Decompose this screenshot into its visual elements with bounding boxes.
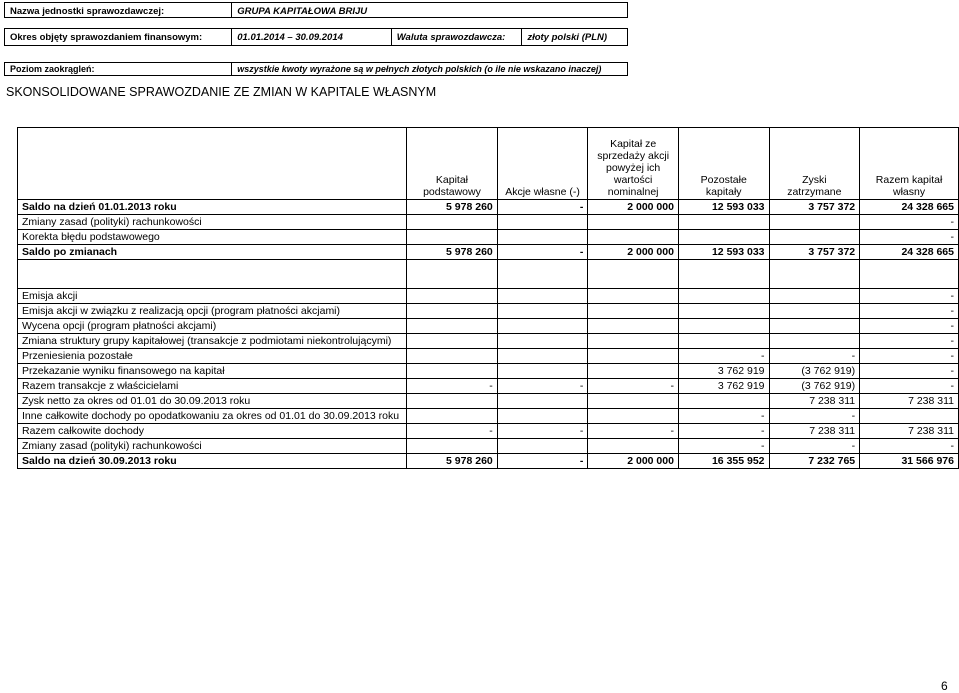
rounding-label: Poziom zaokrągleń:: [5, 63, 232, 75]
cell-value: [497, 394, 588, 409]
cell-value: [497, 409, 588, 424]
table-row: [18, 454, 959, 469]
row-label: Razem całkowite dochody: [18, 424, 407, 439]
row-label: Emisja akcji w związku z realizacją opcji (program płatności akcjami): [18, 304, 407, 319]
cell-value: -: [588, 424, 679, 439]
cell-value: 7 238 311: [860, 424, 959, 439]
rounding-value: wszystkie kwoty wyrażone są w pełnych złotych polskich (o ile nie wskazano inaczej): [237, 64, 602, 74]
cell-value: 3 757 372: [769, 245, 860, 260]
row-label: Przekazanie wyniku finansowego na kapitał: [18, 364, 407, 379]
cell-value: [678, 215, 769, 230]
cell-value: -: [678, 349, 769, 364]
cell-value: [497, 230, 588, 245]
cell-value: [769, 289, 860, 304]
cell-value: [860, 260, 959, 289]
cell-value: [769, 304, 860, 319]
cell-value: [407, 349, 498, 364]
cell-value: [497, 439, 588, 454]
cell-value: [497, 215, 588, 230]
cell-value: -: [407, 424, 498, 439]
cell-value: [407, 289, 498, 304]
cell-value: 7 238 311: [860, 394, 959, 409]
cell-value: [407, 215, 498, 230]
cell-value: 2 000 000: [588, 200, 679, 215]
cell-value: 7 232 765: [769, 454, 860, 469]
cell-value: [407, 394, 498, 409]
table-row: [18, 379, 959, 394]
cell-value: [497, 289, 588, 304]
cell-value: [407, 409, 498, 424]
row-label: Zmiany zasad (polityki) rachunkowości: [18, 215, 407, 230]
row-label: Saldo na dzień 30.09.2013 roku: [18, 454, 407, 469]
cell-value: [769, 334, 860, 349]
cell-value: [407, 260, 498, 289]
row-label: Saldo po zmianach: [18, 245, 407, 260]
cell-value: [497, 260, 588, 289]
period-value: 01.01.2014 – 30.09.2014: [232, 29, 391, 45]
equity-changes-table: [17, 127, 959, 469]
cell-value: 2 000 000: [588, 454, 679, 469]
table-row: [18, 289, 959, 304]
cell-value: [678, 394, 769, 409]
cell-value: -: [497, 379, 588, 394]
cell-value: [497, 334, 588, 349]
currency-label: Waluta sprawozdawcza:: [392, 29, 523, 45]
cell-value: [678, 260, 769, 289]
header-entity-row: [4, 2, 628, 18]
cell-value: 31 566 976: [860, 454, 959, 469]
cell-value: 3 757 372: [769, 200, 860, 215]
cell-value: (3 762 919): [769, 379, 860, 394]
page-number: 6: [941, 679, 948, 693]
cell-value: [769, 230, 860, 245]
header-rounding-row: [4, 62, 628, 76]
cell-value: -: [860, 334, 959, 349]
table-row: [18, 349, 959, 364]
row-label: Zysk netto za okres od 01.01 do 30.09.2013 roku: [18, 394, 407, 409]
cell-value: -: [769, 409, 860, 424]
header-blank-cell: [18, 128, 407, 200]
cell-value: [497, 364, 588, 379]
cell-value: 3 762 919: [678, 364, 769, 379]
cell-value: [588, 215, 679, 230]
row-label: Wycena opcji (program płatności akcjami): [18, 319, 407, 334]
row-label: Razem transakcje z właścicielami: [18, 379, 407, 394]
cell-value: [588, 260, 679, 289]
table-row: [18, 304, 959, 319]
table-row: [18, 245, 959, 260]
cell-value: -: [497, 424, 588, 439]
table-row: [18, 424, 959, 439]
cell-value: [678, 334, 769, 349]
cell-value: [588, 319, 679, 334]
cell-value: 5 978 260: [407, 454, 498, 469]
header-period-row: [4, 28, 628, 46]
cell-value: [588, 334, 679, 349]
cell-value: -: [678, 409, 769, 424]
cell-value: [497, 349, 588, 364]
cell-value: [588, 409, 679, 424]
cell-value: 12 593 033: [678, 200, 769, 215]
cell-value: -: [860, 364, 959, 379]
cell-value: [769, 319, 860, 334]
cell-value: -: [860, 319, 959, 334]
entity-value: GRUPA KAPITAŁOWA BRIJU: [237, 6, 368, 17]
cell-value: [678, 319, 769, 334]
cell-value: [407, 304, 498, 319]
cell-value: [407, 334, 498, 349]
cell-value: [588, 230, 679, 245]
cell-value: -: [860, 379, 959, 394]
row-label: Zmiana struktury grupy kapitałowej (transakcje z podmiotami niekontrolującymi): [18, 334, 407, 349]
row-label: [18, 260, 407, 289]
cell-value: -: [407, 379, 498, 394]
table-row: [18, 439, 959, 454]
cell-value: -: [860, 215, 959, 230]
cell-value: [407, 364, 498, 379]
entity-label: Nazwa jednostki sprawozdawczej:: [5, 3, 232, 17]
row-label: Inne całkowite dochody po opodatkowaniu za okres od 01.01 do 30.09.2013 roku: [18, 409, 407, 424]
cell-value: [769, 260, 860, 289]
table-row: [18, 215, 959, 230]
table-header-row: [18, 128, 959, 200]
table-row: [18, 200, 959, 215]
cell-value: [497, 319, 588, 334]
cell-value: [860, 409, 959, 424]
cell-value: -: [769, 349, 860, 364]
cell-value: -: [860, 304, 959, 319]
row-label: Zmiany zasad (polityki) rachunkowości: [18, 439, 407, 454]
row-label: Emisja akcji: [18, 289, 407, 304]
cell-value: -: [860, 349, 959, 364]
cell-value: 7 238 311: [769, 424, 860, 439]
cell-value: [588, 439, 679, 454]
cell-value: 3 762 919: [678, 379, 769, 394]
table-row: [18, 334, 959, 349]
column-header: Kapitał ze sprzedaży akcji powyżej ich wartości nominalnej: [588, 128, 679, 200]
cell-value: [407, 439, 498, 454]
cell-value: [407, 319, 498, 334]
cell-value: [678, 304, 769, 319]
table-row: [18, 364, 959, 379]
column-header: Zyski zatrzymane: [769, 128, 860, 200]
cell-value: -: [588, 379, 679, 394]
cell-value: -: [860, 289, 959, 304]
cell-value: -: [497, 245, 588, 260]
cell-value: -: [497, 200, 588, 215]
cell-value: 5 978 260: [407, 200, 498, 215]
table-row: [18, 260, 959, 289]
cell-value: 2 000 000: [588, 245, 679, 260]
cell-value: [678, 289, 769, 304]
column-header: Kapitał podstawowy: [407, 128, 498, 200]
cell-value: -: [860, 230, 959, 245]
row-label: Korekta błędu podstawowego: [18, 230, 407, 245]
cell-value: [769, 215, 860, 230]
cell-value: 12 593 033: [678, 245, 769, 260]
cell-value: 24 328 665: [860, 245, 959, 260]
cell-value: [588, 304, 679, 319]
cell-value: [588, 349, 679, 364]
cell-value: 16 355 952: [678, 454, 769, 469]
cell-value: [407, 230, 498, 245]
page-title: SKONSOLIDOWANE SPRAWOZDANIE ZE ZMIAN W KAPITALE WŁASNYM: [6, 85, 437, 99]
cell-value: 24 328 665: [860, 200, 959, 215]
cell-value: -: [497, 454, 588, 469]
cell-value: 7 238 311: [769, 394, 860, 409]
cell-value: [588, 364, 679, 379]
cell-value: -: [769, 439, 860, 454]
row-label: Przeniesienia pozostałe: [18, 349, 407, 364]
cell-value: 5 978 260: [407, 245, 498, 260]
currency-value: złoty polski (PLN): [527, 32, 608, 43]
cell-value: -: [678, 439, 769, 454]
table-row: [18, 394, 959, 409]
period-label: Okres objęty sprawozdaniem finansowym:: [5, 29, 232, 45]
cell-value: [497, 304, 588, 319]
cell-value: [588, 394, 679, 409]
column-header: Razem kapitał własny: [860, 128, 959, 200]
table-row: [18, 319, 959, 334]
cell-value: [588, 289, 679, 304]
row-label: Saldo na dzień 01.01.2013 roku: [18, 200, 407, 215]
cell-value: [678, 230, 769, 245]
column-header: Pozostałe kapitały: [678, 128, 769, 200]
cell-value: -: [860, 439, 959, 454]
cell-value: -: [678, 424, 769, 439]
column-header: Akcje własne (-): [497, 128, 588, 200]
table-row: [18, 230, 959, 245]
cell-value: (3 762 919): [769, 364, 860, 379]
table-row: [18, 409, 959, 424]
